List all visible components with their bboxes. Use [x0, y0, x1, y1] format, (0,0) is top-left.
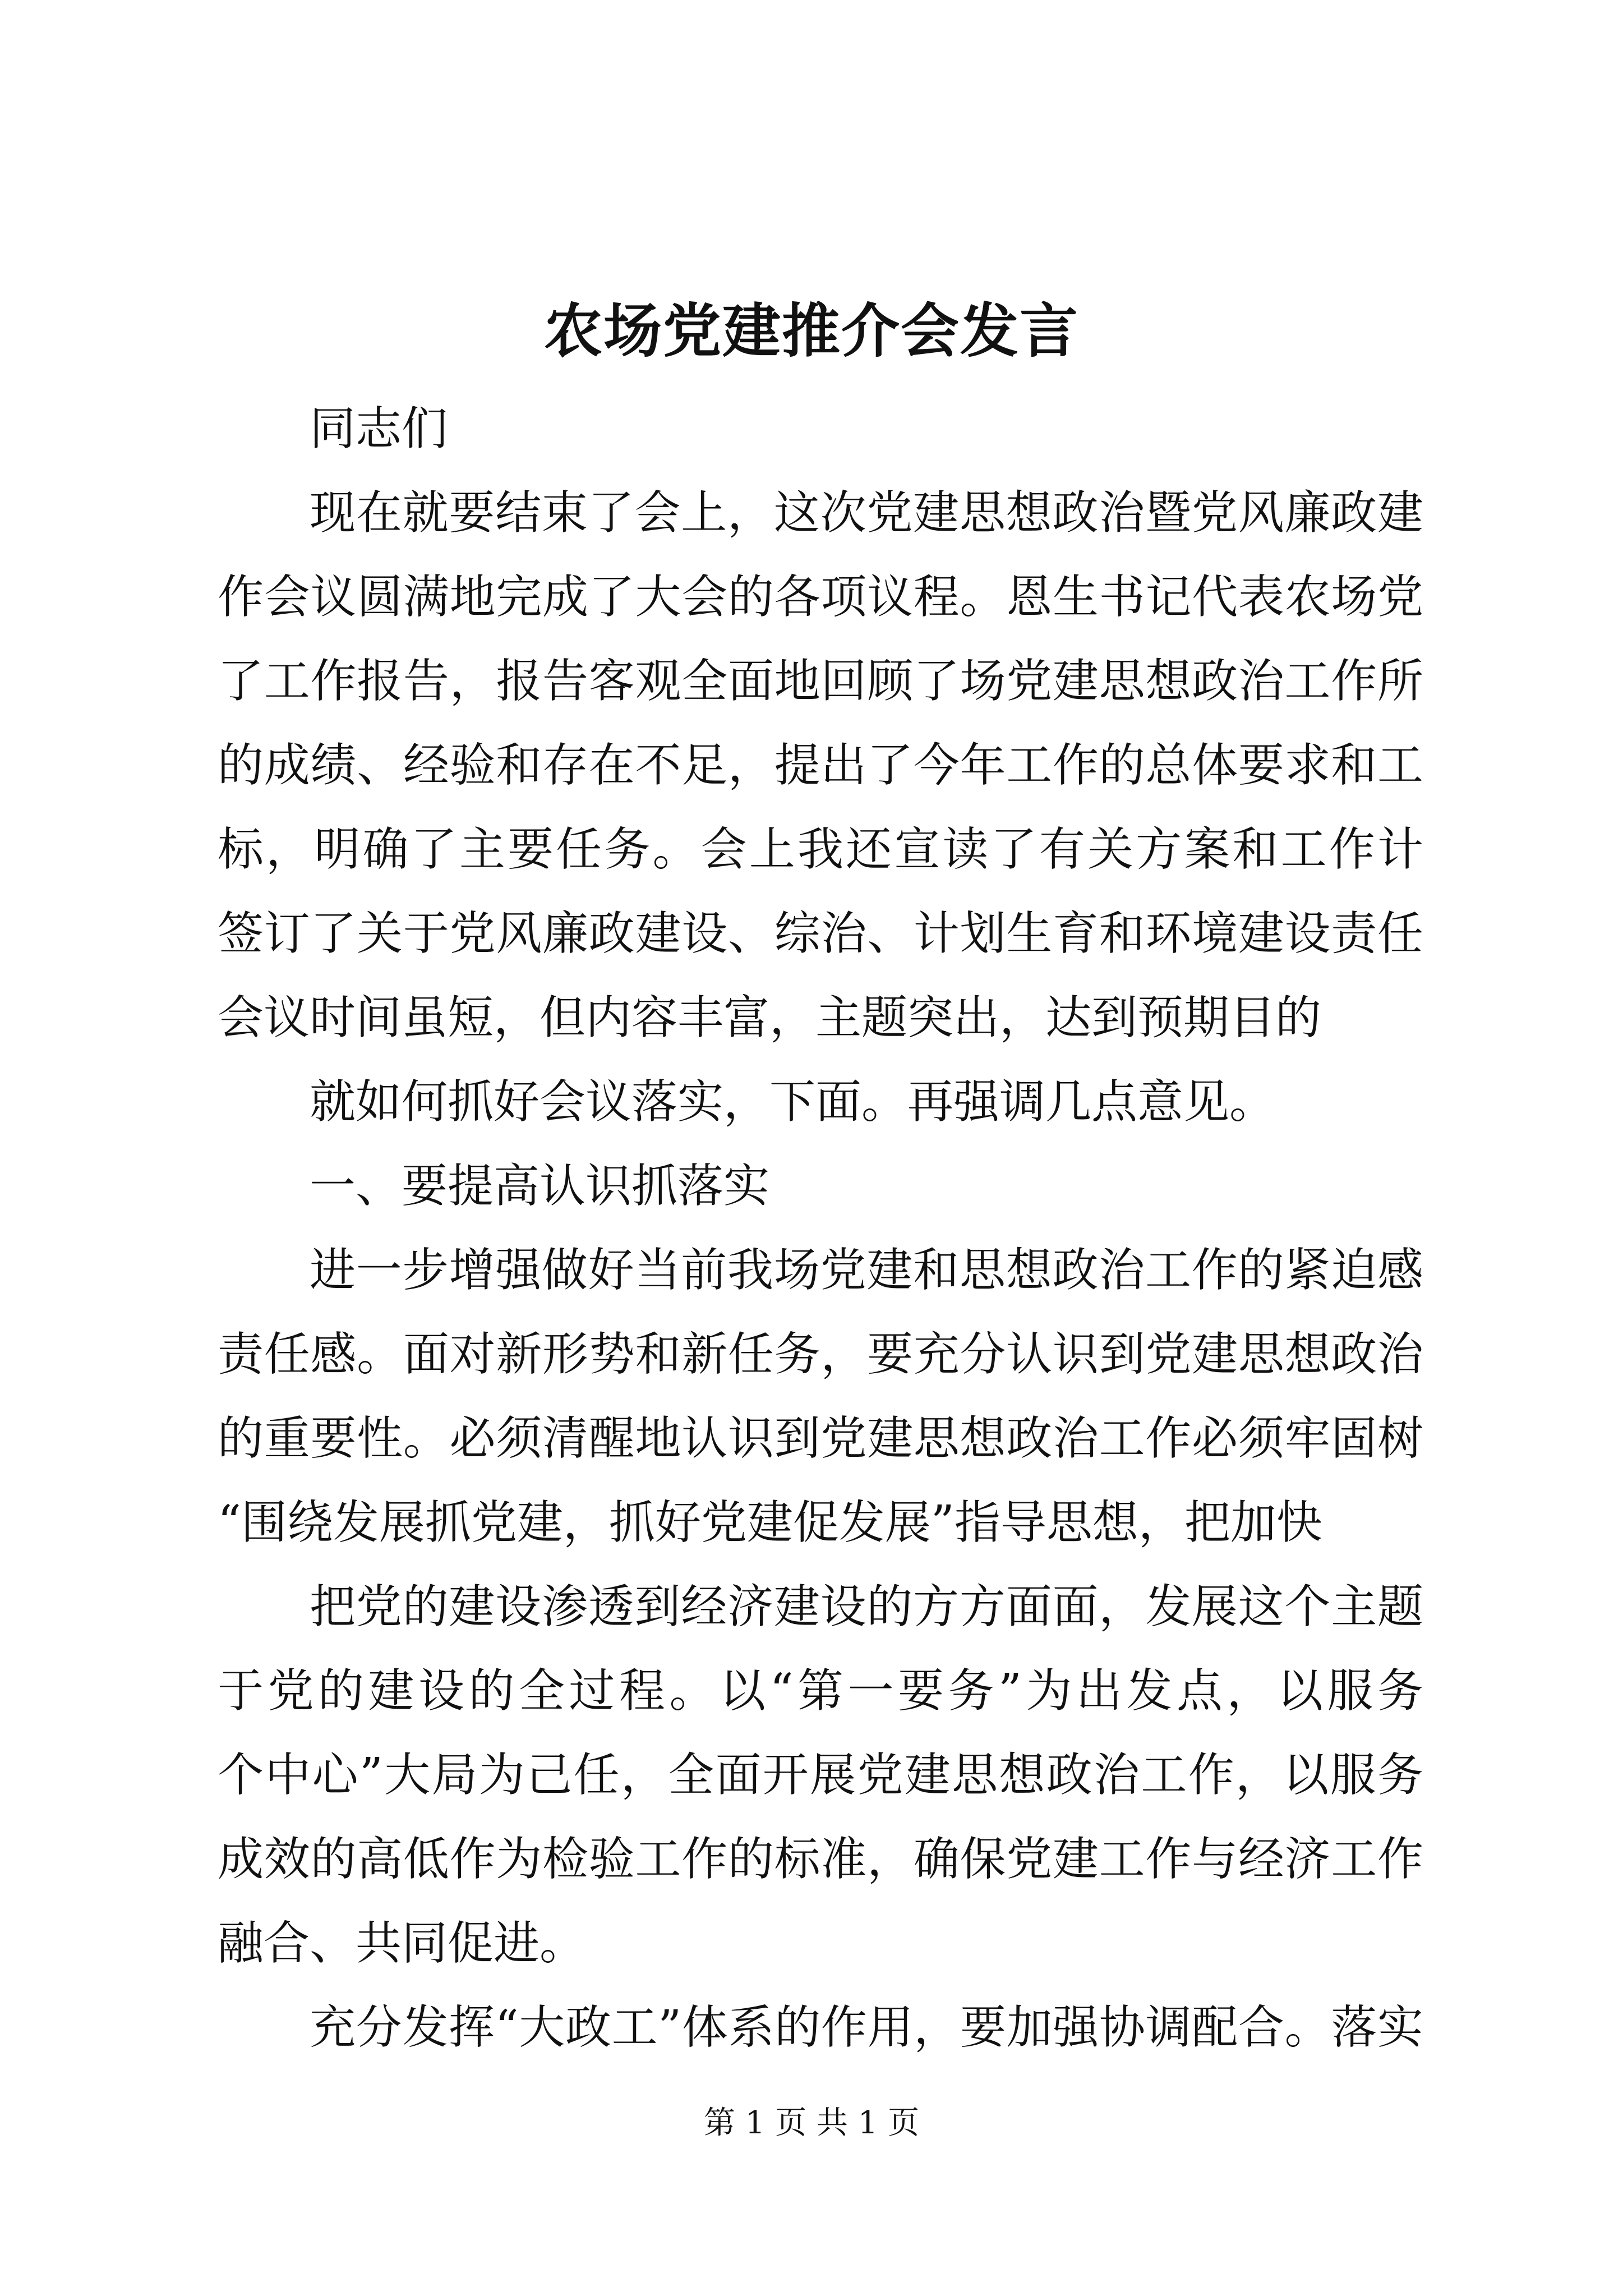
page-footer: 第 1 页 共 1 页	[703, 2105, 920, 2141]
text-line: 个中心”大局为己任，全面开展党建思想政治工作，以服务	[218, 1749, 1423, 1802]
text-line: 签订了关于党风廉政建设、综治、计划生育和环境建设责任	[218, 907, 1423, 960]
text-line: 成效的高低作为检验工作的标准，确保党建工作与经济工作	[218, 1833, 1423, 1886]
text-line: 了工作报告，报告客观全面地回顾了场党建思想政治工作所	[218, 655, 1423, 708]
text-line: 进一步增强做好当前我场党建和思想政治工作的紧迫感	[310, 1244, 1423, 1297]
text-line: 于党的建设的全过程。以“第一要务”为出发点，以服务	[218, 1664, 1423, 1718]
text-line: 一、要提高认识抓落实	[310, 1159, 770, 1213]
text-line: 同志们	[310, 402, 448, 455]
text-line: 把党的建设渗透到经济建设的方方面面，发展这个主题	[310, 1580, 1423, 1634]
text-line: 就如何抓好会议落实，下面。再强调几点意见。	[310, 1075, 1276, 1129]
text-line: 标，明确了主要任务。会上我还宣读了有关方案和工作计	[218, 823, 1423, 876]
document-body	[218, 387, 1423, 2070]
text-line: 作会议圆满地完成了大会的各项议程。恩生书记代表农场党	[218, 570, 1423, 624]
text-line: 充分发挥“大政工”体系的作用，要加强协调配合。落实	[310, 2001, 1423, 2054]
text-line: 融合、共同促进。	[218, 1917, 586, 1970]
text-line: 责任感。面对新形势和新任务，要充分认识到党建思想政治	[218, 1328, 1423, 1381]
text-line: 现在就要结束了会上，这次党建思想政治暨党风廉政建	[310, 486, 1423, 540]
text-line: 的重要性。必须清醒地认识到党建思想政治工作必须牢固树	[218, 1412, 1423, 1465]
text-line: 的成绩、经验和存在不足，提出了今年工作的总体要求和工	[218, 739, 1423, 792]
document-title: 农场党建推介会发言	[543, 296, 1079, 365]
text-line: 会议时间虽短，但内容丰富，主题突出，达到预期目的	[218, 991, 1322, 1045]
text-line: “围绕发展抓党建，抓好党建促发展”指导思想，把加快	[218, 1496, 1322, 1549]
